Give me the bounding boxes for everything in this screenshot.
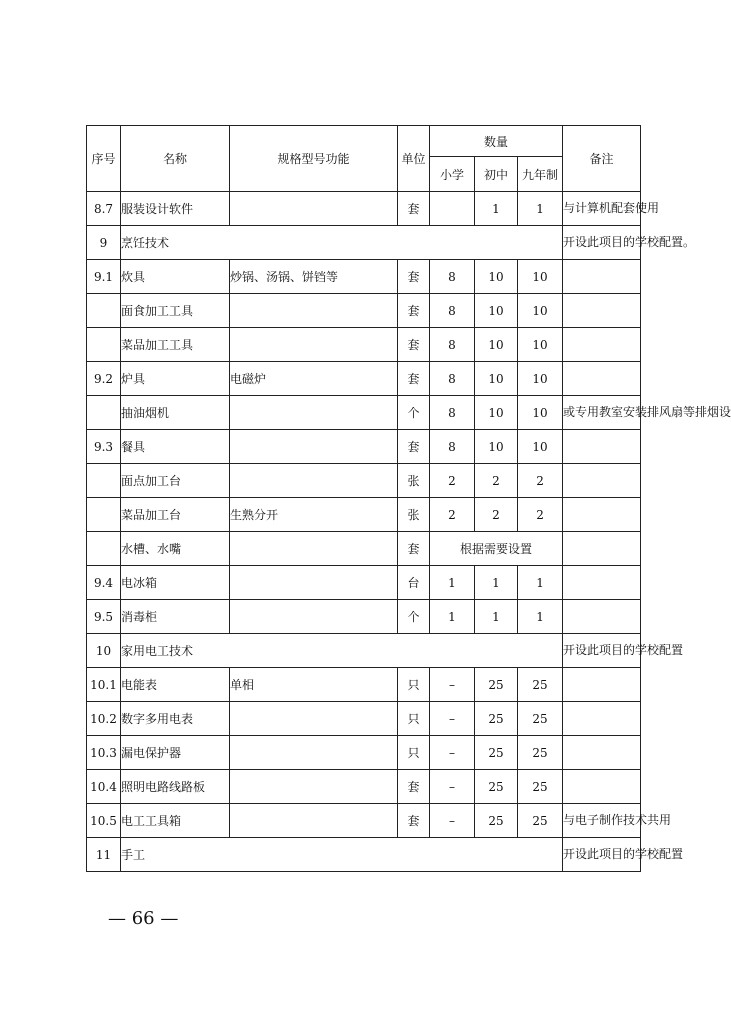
seq-cell bbox=[87, 498, 121, 532]
table-row bbox=[87, 498, 641, 532]
note-cell: 开设此项目的学校配置 bbox=[563, 838, 641, 872]
note-cell bbox=[563, 430, 641, 464]
table-row bbox=[87, 430, 641, 464]
col-header-nine-year: 九年制 bbox=[518, 157, 563, 192]
qty-nine-year-cell: 1 bbox=[518, 192, 563, 226]
name-cell: 照明电路线路板 bbox=[121, 770, 230, 804]
note-cell bbox=[563, 532, 641, 566]
spec-cell bbox=[230, 600, 398, 634]
name-cell: 菜品加工工具 bbox=[121, 328, 230, 362]
name-cell: 面点加工台 bbox=[121, 464, 230, 498]
name-cell: 水槽、水嘴 bbox=[121, 532, 230, 566]
seq-cell: 9.5 bbox=[87, 600, 121, 634]
unit-cell: 个 bbox=[398, 396, 430, 430]
qty-primary-cell: 8 bbox=[430, 362, 475, 396]
unit-cell: 只 bbox=[398, 668, 430, 702]
qty-primary-cell: 1 bbox=[430, 566, 475, 600]
name-cell: 菜品加工台 bbox=[121, 498, 230, 532]
seq-cell bbox=[87, 464, 121, 498]
seq-cell bbox=[87, 532, 121, 566]
qty-primary-cell: 8 bbox=[430, 294, 475, 328]
page-number: — 66 — bbox=[108, 908, 179, 929]
table-header bbox=[87, 126, 641, 192]
table-row bbox=[87, 532, 641, 566]
note-cell bbox=[563, 702, 641, 736]
qty-primary-cell: 8 bbox=[430, 396, 475, 430]
qty-nine-year-cell: 10 bbox=[518, 328, 563, 362]
qty-nine-year-cell: 10 bbox=[518, 260, 563, 294]
seq-cell: 10.2 bbox=[87, 702, 121, 736]
qty-junior-cell: 25 bbox=[475, 702, 518, 736]
unit-cell: 套 bbox=[398, 770, 430, 804]
table-body bbox=[87, 192, 731, 872]
qty-nine-year-cell: 10 bbox=[518, 362, 563, 396]
note-cell: 与电子制作技术共用 bbox=[563, 804, 641, 838]
table-row bbox=[87, 566, 641, 600]
section-row bbox=[87, 634, 641, 668]
unit-cell: 套 bbox=[398, 260, 430, 294]
section-title: 烹饪技术 bbox=[121, 226, 563, 260]
qty-junior-cell: 25 bbox=[475, 736, 518, 770]
qty-junior-cell: 2 bbox=[475, 498, 518, 532]
spec-cell bbox=[230, 430, 398, 464]
qty-junior-cell: 10 bbox=[475, 362, 518, 396]
qty-primary-cell: – bbox=[430, 770, 475, 804]
unit-cell: 套 bbox=[398, 430, 430, 464]
table-row bbox=[87, 770, 641, 804]
spec-cell bbox=[230, 804, 398, 838]
table-row bbox=[87, 804, 641, 838]
unit-cell: 套 bbox=[398, 192, 430, 226]
qty-junior-cell: 1 bbox=[475, 566, 518, 600]
spec-cell bbox=[230, 702, 398, 736]
qty-junior-cell: 25 bbox=[475, 770, 518, 804]
spec-cell bbox=[230, 396, 398, 430]
spec-cell bbox=[230, 192, 398, 226]
qty-nine-year-cell: 25 bbox=[518, 804, 563, 838]
note-cell bbox=[563, 498, 641, 532]
qty-junior-cell: 10 bbox=[475, 430, 518, 464]
section-title: 手工 bbox=[121, 838, 563, 872]
unit-cell: 套 bbox=[398, 328, 430, 362]
note-cell bbox=[563, 566, 641, 600]
table-row bbox=[87, 362, 641, 396]
qty-primary-cell: – bbox=[430, 668, 475, 702]
unit-cell: 只 bbox=[398, 702, 430, 736]
unit-cell: 套 bbox=[398, 362, 430, 396]
name-cell: 抽油烟机 bbox=[121, 396, 230, 430]
table-row bbox=[87, 328, 641, 362]
name-cell: 电能表 bbox=[121, 668, 230, 702]
spec-cell bbox=[230, 464, 398, 498]
note-cell: 开设此项目的学校配置。 bbox=[563, 226, 641, 260]
qty-nine-year-cell: 1 bbox=[518, 600, 563, 634]
note-cell bbox=[563, 600, 641, 634]
seq-cell: 9.4 bbox=[87, 566, 121, 600]
qty-junior-cell: 10 bbox=[475, 328, 518, 362]
note-cell: 或专用教室安装排风扇等排烟设 bbox=[563, 396, 641, 430]
col-header-unit: 单位 bbox=[398, 126, 430, 192]
name-cell: 服装设计软件 bbox=[121, 192, 230, 226]
section-row bbox=[87, 226, 641, 260]
qty-junior-cell: 25 bbox=[475, 668, 518, 702]
name-cell: 消毒柜 bbox=[121, 600, 230, 634]
note-cell: 与计算机配套使用 bbox=[563, 192, 641, 226]
seq-cell: 10.3 bbox=[87, 736, 121, 770]
qty-nine-year-cell: 1 bbox=[518, 566, 563, 600]
section-number: 11 bbox=[87, 838, 121, 872]
qty-primary-cell: 1 bbox=[430, 600, 475, 634]
spec-cell: 生熟分开 bbox=[230, 498, 398, 532]
unit-cell: 张 bbox=[398, 498, 430, 532]
note-cell: 开设此项目的学校配置 bbox=[563, 634, 641, 668]
col-header-primary: 小学 bbox=[430, 157, 475, 192]
table-row bbox=[87, 464, 641, 498]
qty-merged-cell: 根据需要设置 bbox=[430, 532, 563, 566]
note-cell bbox=[563, 464, 641, 498]
qty-primary-cell: – bbox=[430, 736, 475, 770]
seq-cell bbox=[87, 328, 121, 362]
name-cell: 炊具 bbox=[121, 260, 230, 294]
seq-cell: 8.7 bbox=[87, 192, 121, 226]
name-cell: 漏电保护器 bbox=[121, 736, 230, 770]
unit-cell: 只 bbox=[398, 736, 430, 770]
name-cell: 炉具 bbox=[121, 362, 230, 396]
spec-cell: 炒锅、汤锅、饼铛等 bbox=[230, 260, 398, 294]
col-header-seq: 序号 bbox=[87, 126, 121, 192]
spec-cell bbox=[230, 736, 398, 770]
seq-cell: 10.1 bbox=[87, 668, 121, 702]
section-row bbox=[87, 838, 641, 872]
section-title: 家用电工技术 bbox=[121, 634, 563, 668]
unit-cell: 套 bbox=[398, 532, 430, 566]
note-cell bbox=[563, 736, 641, 770]
note-cell bbox=[563, 668, 641, 702]
spec-cell: 电磁炉 bbox=[230, 362, 398, 396]
name-cell: 电工工具箱 bbox=[121, 804, 230, 838]
note-cell bbox=[563, 362, 641, 396]
table-row bbox=[87, 736, 641, 770]
table-row bbox=[87, 192, 641, 226]
qty-junior-cell: 1 bbox=[475, 192, 518, 226]
col-header-junior: 初中 bbox=[475, 157, 518, 192]
spec-cell bbox=[230, 566, 398, 600]
qty-primary-cell: 8 bbox=[430, 430, 475, 464]
seq-cell bbox=[87, 294, 121, 328]
col-header-qty: 数量 bbox=[430, 126, 563, 157]
unit-cell: 套 bbox=[398, 804, 430, 838]
qty-primary-cell: 2 bbox=[430, 464, 475, 498]
col-header-name: 名称 bbox=[121, 126, 230, 192]
equipment-table bbox=[86, 125, 731, 872]
qty-nine-year-cell: 10 bbox=[518, 396, 563, 430]
spec-cell bbox=[230, 770, 398, 804]
qty-junior-cell: 2 bbox=[475, 464, 518, 498]
qty-primary-cell: – bbox=[430, 804, 475, 838]
seq-cell: 9.3 bbox=[87, 430, 121, 464]
note-cell bbox=[563, 328, 641, 362]
table-row bbox=[87, 600, 641, 634]
qty-junior-cell: 10 bbox=[475, 396, 518, 430]
unit-cell: 张 bbox=[398, 464, 430, 498]
name-cell: 餐具 bbox=[121, 430, 230, 464]
qty-junior-cell: 10 bbox=[475, 260, 518, 294]
seq-cell: 9.1 bbox=[87, 260, 121, 294]
seq-cell: 10.5 bbox=[87, 804, 121, 838]
qty-nine-year-cell: 10 bbox=[518, 294, 563, 328]
qty-primary-cell: 8 bbox=[430, 328, 475, 362]
name-cell: 电冰箱 bbox=[121, 566, 230, 600]
section-number: 10 bbox=[87, 634, 121, 668]
table-row bbox=[87, 396, 641, 430]
qty-primary-cell: – bbox=[430, 702, 475, 736]
spec-cell: 单相 bbox=[230, 668, 398, 702]
table-row bbox=[87, 702, 641, 736]
section-number: 9 bbox=[87, 226, 121, 260]
qty-primary-cell: 2 bbox=[430, 498, 475, 532]
qty-junior-cell: 1 bbox=[475, 600, 518, 634]
qty-nine-year-cell: 25 bbox=[518, 702, 563, 736]
unit-cell: 个 bbox=[398, 600, 430, 634]
spec-cell bbox=[230, 328, 398, 362]
qty-nine-year-cell: 2 bbox=[518, 464, 563, 498]
table-row bbox=[87, 294, 641, 328]
col-header-spec: 规格型号功能 bbox=[230, 126, 398, 192]
qty-nine-year-cell: 25 bbox=[518, 668, 563, 702]
qty-nine-year-cell: 25 bbox=[518, 770, 563, 804]
name-cell: 数字多用电表 bbox=[121, 702, 230, 736]
spec-cell bbox=[230, 532, 398, 566]
qty-junior-cell: 25 bbox=[475, 804, 518, 838]
unit-cell: 套 bbox=[398, 294, 430, 328]
qty-primary-cell bbox=[430, 192, 475, 226]
qty-primary-cell: 8 bbox=[430, 260, 475, 294]
qty-junior-cell: 10 bbox=[475, 294, 518, 328]
seq-cell: 9.2 bbox=[87, 362, 121, 396]
qty-nine-year-cell: 2 bbox=[518, 498, 563, 532]
table-row bbox=[87, 260, 641, 294]
seq-cell bbox=[87, 396, 121, 430]
note-cell bbox=[563, 770, 641, 804]
qty-nine-year-cell: 25 bbox=[518, 736, 563, 770]
seq-cell: 10.4 bbox=[87, 770, 121, 804]
table-row bbox=[87, 668, 641, 702]
name-cell: 面食加工工具 bbox=[121, 294, 230, 328]
spec-cell bbox=[230, 294, 398, 328]
note-cell bbox=[563, 260, 641, 294]
col-header-note: 备注 bbox=[563, 126, 641, 192]
qty-nine-year-cell: 10 bbox=[518, 430, 563, 464]
unit-cell: 台 bbox=[398, 566, 430, 600]
note-cell bbox=[563, 294, 641, 328]
